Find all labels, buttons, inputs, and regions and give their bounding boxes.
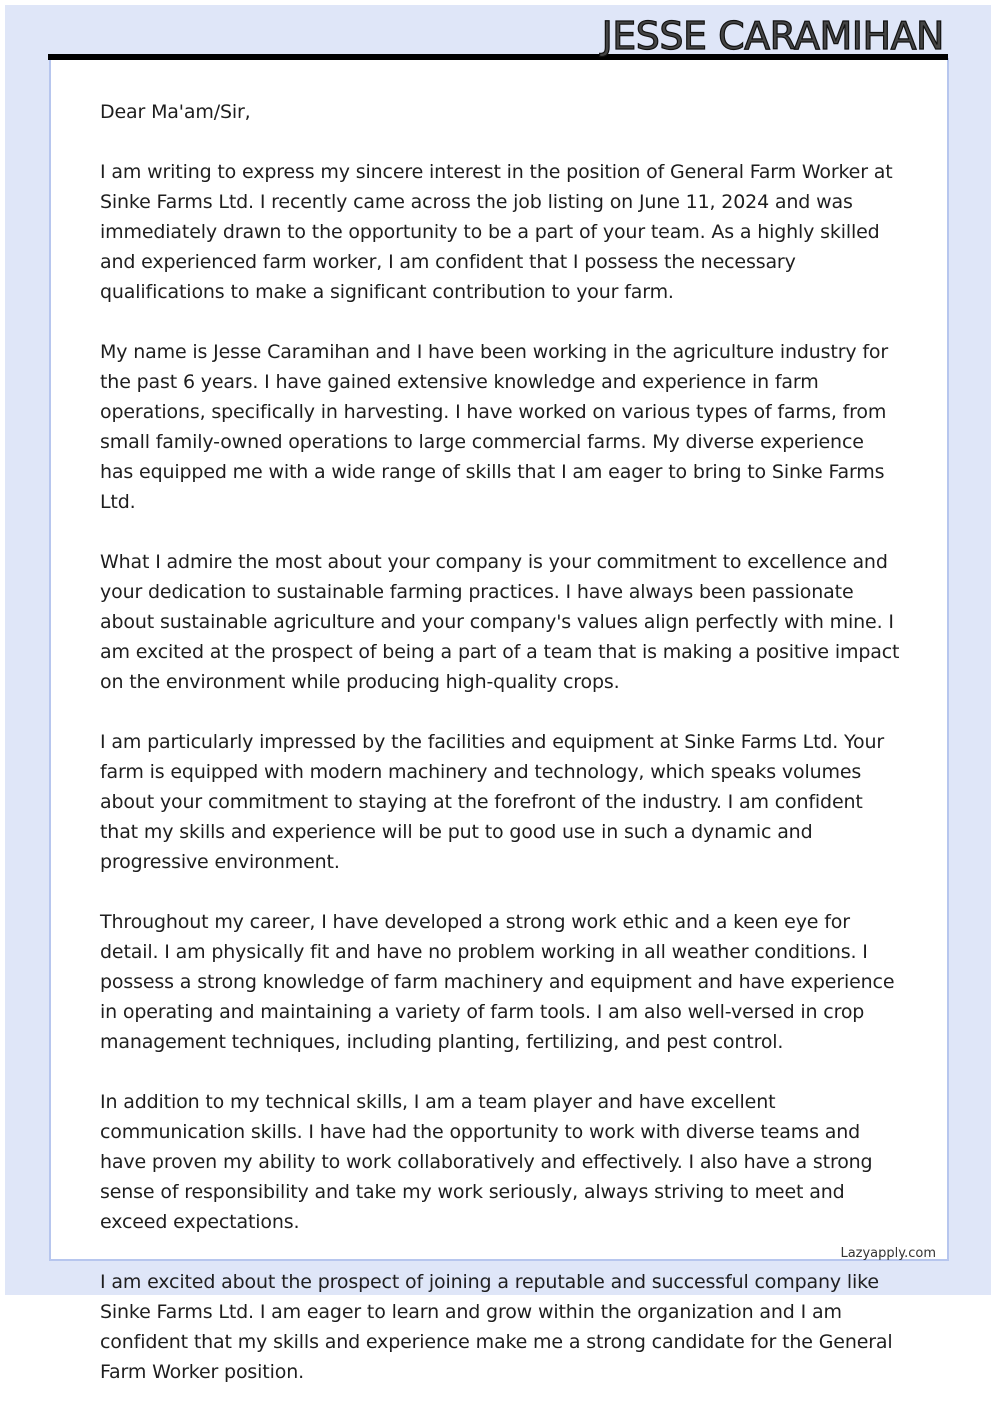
applicant-name: JESSE CARAMIHAN bbox=[601, 14, 944, 58]
letter-paragraph: I am excited about the prospect of joining a reputable and successful company like Sinke Farms Ltd. I am eager to learn and grow within the organization and I am confident that my skills and experience make me a strong candidate for the General Farm Worker position. bbox=[100, 1271, 893, 1383]
letter-paragraph: What I admire the most about your company is your commitment to excellence and your dedication to sustainable farming practices. I have always been passionate about sustainable agriculture and your company's values align perfectly with mine. I am excited at the prospect of being a part of a team that is making a positive impact on the environment while producing high-quality crops. bbox=[100, 551, 900, 693]
letter-paragraph: In addition to my technical skills, I am a team player and have excellent communication skills. I have had the opportunity to work with diverse teams and have proven my ability to work collaboratively and effectively. I also have a strong sense of responsibility and take my work seriously, always striving to meet and exceed expectations. bbox=[100, 1091, 873, 1233]
watermark: Lazyapply.com bbox=[840, 1246, 936, 1261]
letter-body bbox=[100, 97, 900, 1417]
letter-paragraph: I am particularly impressed by the facilities and equipment at Sinke Farms Ltd. Your farm is equipped with modern machinery and technology, which speaks volumes about your commitment to staying at the forefront of the industry. I am confident that my skills and experience will be put to good use in such a dynamic and progressive environment. bbox=[100, 731, 885, 873]
letter-paragraph: I am writing to express my sincere interest in the position of General Farm Worker at Sinke Farms Ltd. I recently came across the job listing on June 11, 2024 and was immediately drawn to the opportunity to be a part of your team. As a highly skilled and experienced farm worker, I am confident that I possess the necessary qualifications to make a significant contribution to your farm. bbox=[100, 161, 893, 303]
letter-paragraph: Throughout my career, I have developed a strong work ethic and a keen eye for detail. I am physically fit and have no problem working in all weather conditions. I possess a strong knowledge of farm machinery and equipment and have experience in operating and maintaining a variety of farm tools. I am also well-versed in crop management techniques, including planting, fertilizing, and pest control. bbox=[100, 911, 895, 1053]
letter-greeting: Dear Ma'am/Sir, bbox=[100, 101, 251, 123]
letter-paragraph: My name is Jesse Caramihan and I have been working in the agriculture industry for the past 6 years. I have gained extensive knowledge and experience in farm operations, specifically in harvesting. I have worked on various types of farms, from small family-owned operations to large commercial farms. My diverse experience has equipped me with a wide range of skills that I am eager to bring to Sinke Farms Ltd. bbox=[100, 341, 889, 513]
